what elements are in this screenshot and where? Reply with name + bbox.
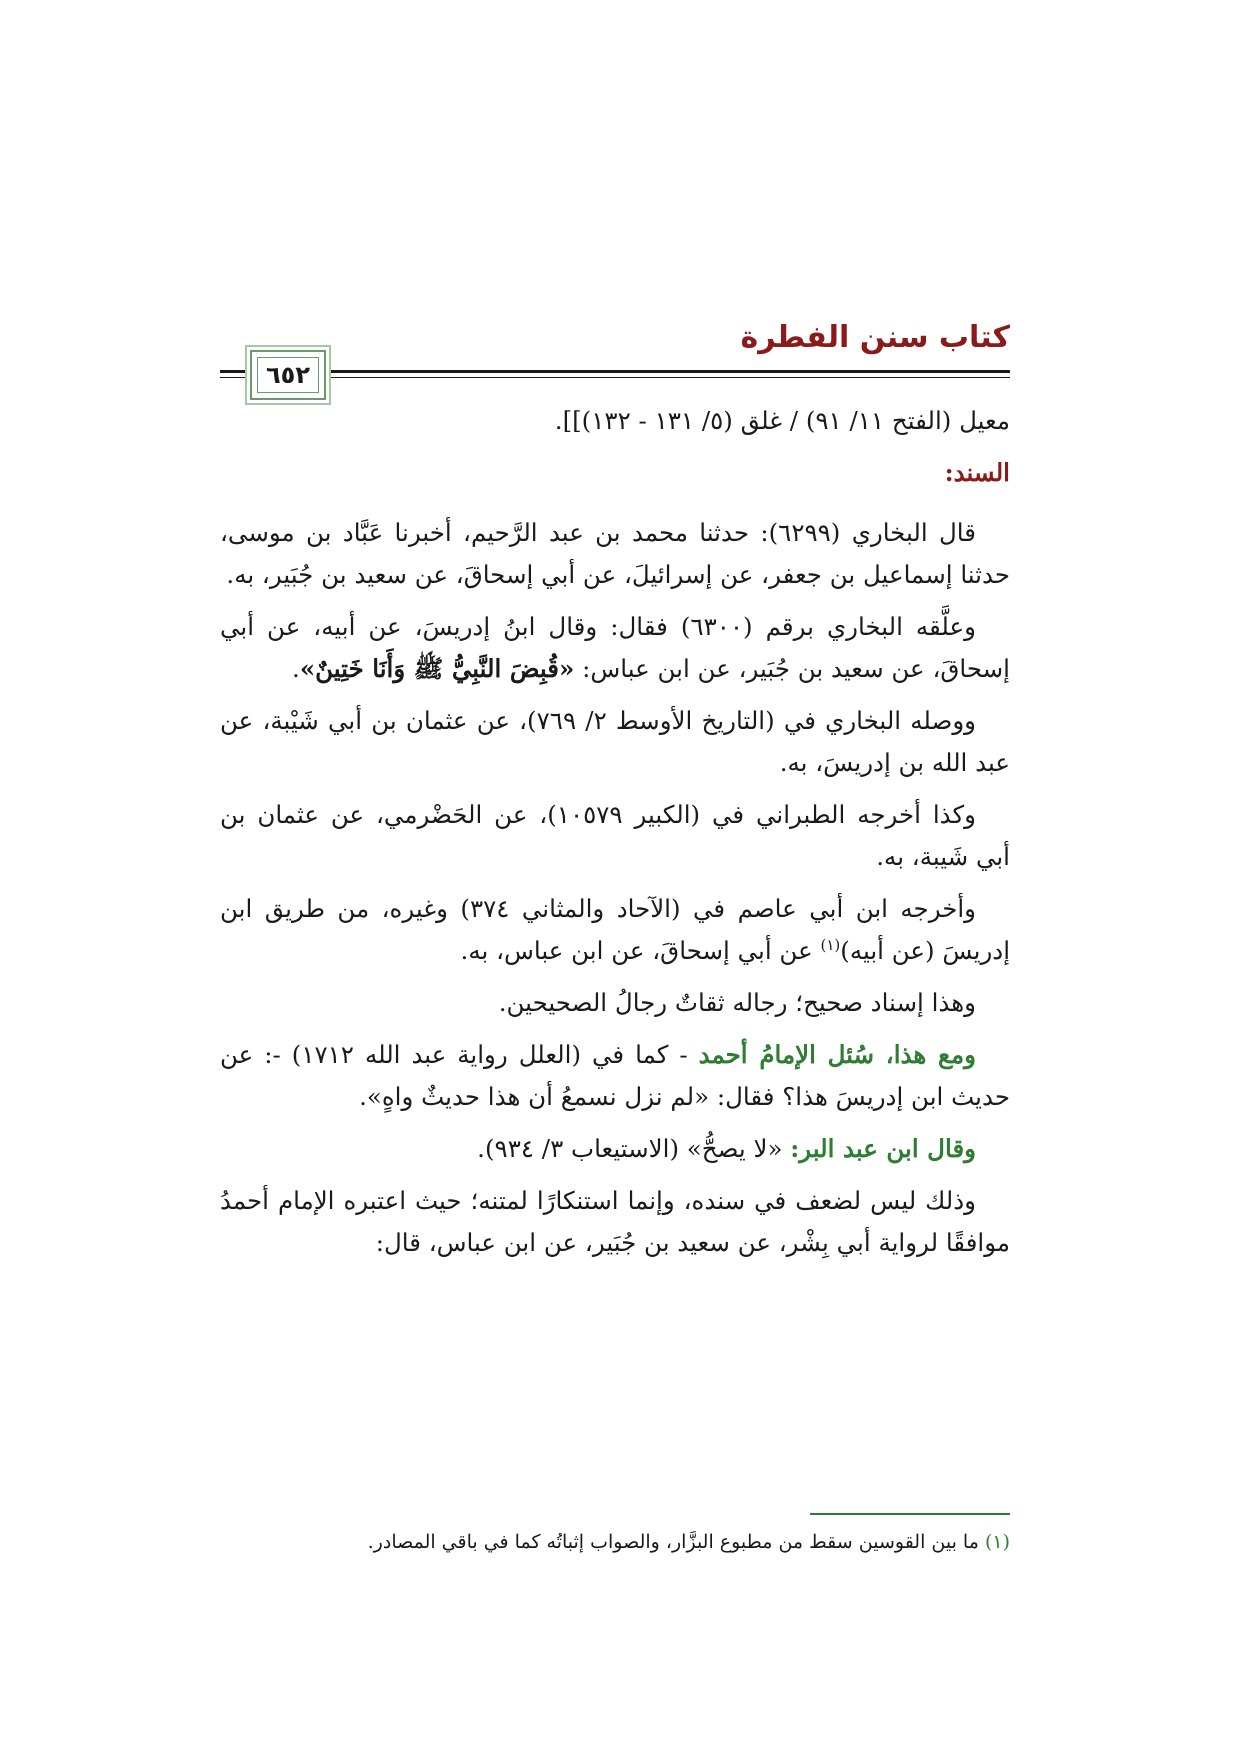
paragraph-3: ووصله البخاري في (التاريخ الأوسط ٢/ ٧٦٩)، عن عثمان بن أبي شَيْبة، عن عبد الله بن إدريسَ، به. xyxy=(220,706,1010,777)
sanad-heading: السند: xyxy=(944,458,1010,487)
paragraph-5-text: وأخرجه ابن أبي عاصم في (الآحاد والمثاني ٣٧٤) وغيره، من طريق ابن إدريسَ (عن أبيه) xyxy=(220,894,1010,965)
imam-ahmad-lead: ومع هذا، سُئل الإمامُ أحمد xyxy=(698,1040,976,1069)
paragraph-5 xyxy=(220,888,1010,972)
page-number-frame xyxy=(257,357,319,393)
paragraph-top-line: معيل (الفتح ١١/ ٩١) / غلق (٥/ ١٣١ - ١٣٢)]]. xyxy=(554,406,1010,435)
paragraph-8 xyxy=(220,1128,1010,1170)
paragraph-2-end: . xyxy=(292,654,300,683)
header-rule xyxy=(220,370,1010,373)
page-header xyxy=(220,320,1010,389)
header-rule-thin xyxy=(220,377,1010,378)
footnote-text: ما بين القوسين سقط من مطبوع البزَّار، والصواب إثباتُه كما في باقي المصادر. xyxy=(367,1531,985,1553)
page-body xyxy=(220,400,1010,1274)
paragraph-8-text: «لا يصحُّ» (الاستيعاب ٣/ ٩٣٤). xyxy=(477,1134,791,1163)
footnote-number: (١) xyxy=(984,1531,1010,1553)
paragraph-9: وذلك ليس لضعف في سنده، وإنما استنكارًا لمتنه؛ حيث اعتبره الإمام أحمدُ موافقًا لرواية أبي بِشْر، عن سعيد بن جُبَير، عن ابن عباس، قال: xyxy=(220,1186,1010,1257)
paragraph-7-text: - كما في (العلل رواية عبد الله ١٧١٢) -: عن حديث ابن إدريسَ هذا؟ فقال: «لم نزل نسمعُ أن هذا حديثٌ واهٍ». xyxy=(220,1040,1010,1111)
paragraph-2 xyxy=(220,606,1010,690)
footnote xyxy=(220,1525,1010,1559)
paragraph-1: قال البخاري (٦٢٩٩): حدثنا محمد بن عبد الرَّحيم، أخبرنا عَبَّاد بن موسى، حدثنا إسماعيل بن جعفر، عن إسرائيلَ، عن أبي إسحاقَ، عن سعيد بن جُبَير، به. xyxy=(220,518,1010,589)
page-number-badge xyxy=(250,350,326,400)
footnote-rule xyxy=(810,1513,1010,1515)
hadith-quote: «قُبِضَ النَّبِيُّ ﷺ وَأَنَا خَتِينٌ» xyxy=(299,654,575,683)
paragraph-4: وكذا أخرجه الطبراني في (الكبير ١٠٥٧٩)، عن الحَضْرمي، عن عثمان بن أبي شَيبة، به. xyxy=(220,800,1010,871)
paragraph-2-text: وعلَّقه البخاري برقم (٦٣٠٠) فقال: وقال ابنُ إدريسَ، عن أبيه، عن أبي إسحاقَ، عن سعيد بن جُبَير، عن ابن عباس: xyxy=(220,612,1010,683)
ibn-abd-albarr-lead: وقال ابن عبد البر: xyxy=(790,1134,976,1163)
paragraph-7 xyxy=(220,1034,1010,1118)
paragraph-6: وهذا إسناد صحيح؛ رجاله ثقاتٌ رجالُ الصحيحين. xyxy=(498,988,976,1017)
footnote-ref[interactable]: (١) xyxy=(820,935,841,954)
paragraph-5-end: عن أبي إسحاقَ، عن ابن عباس، به. xyxy=(460,936,821,965)
page-number: ٦٥٢ xyxy=(266,361,310,389)
book-title: كتاب سنن الفطرة xyxy=(740,320,1010,355)
